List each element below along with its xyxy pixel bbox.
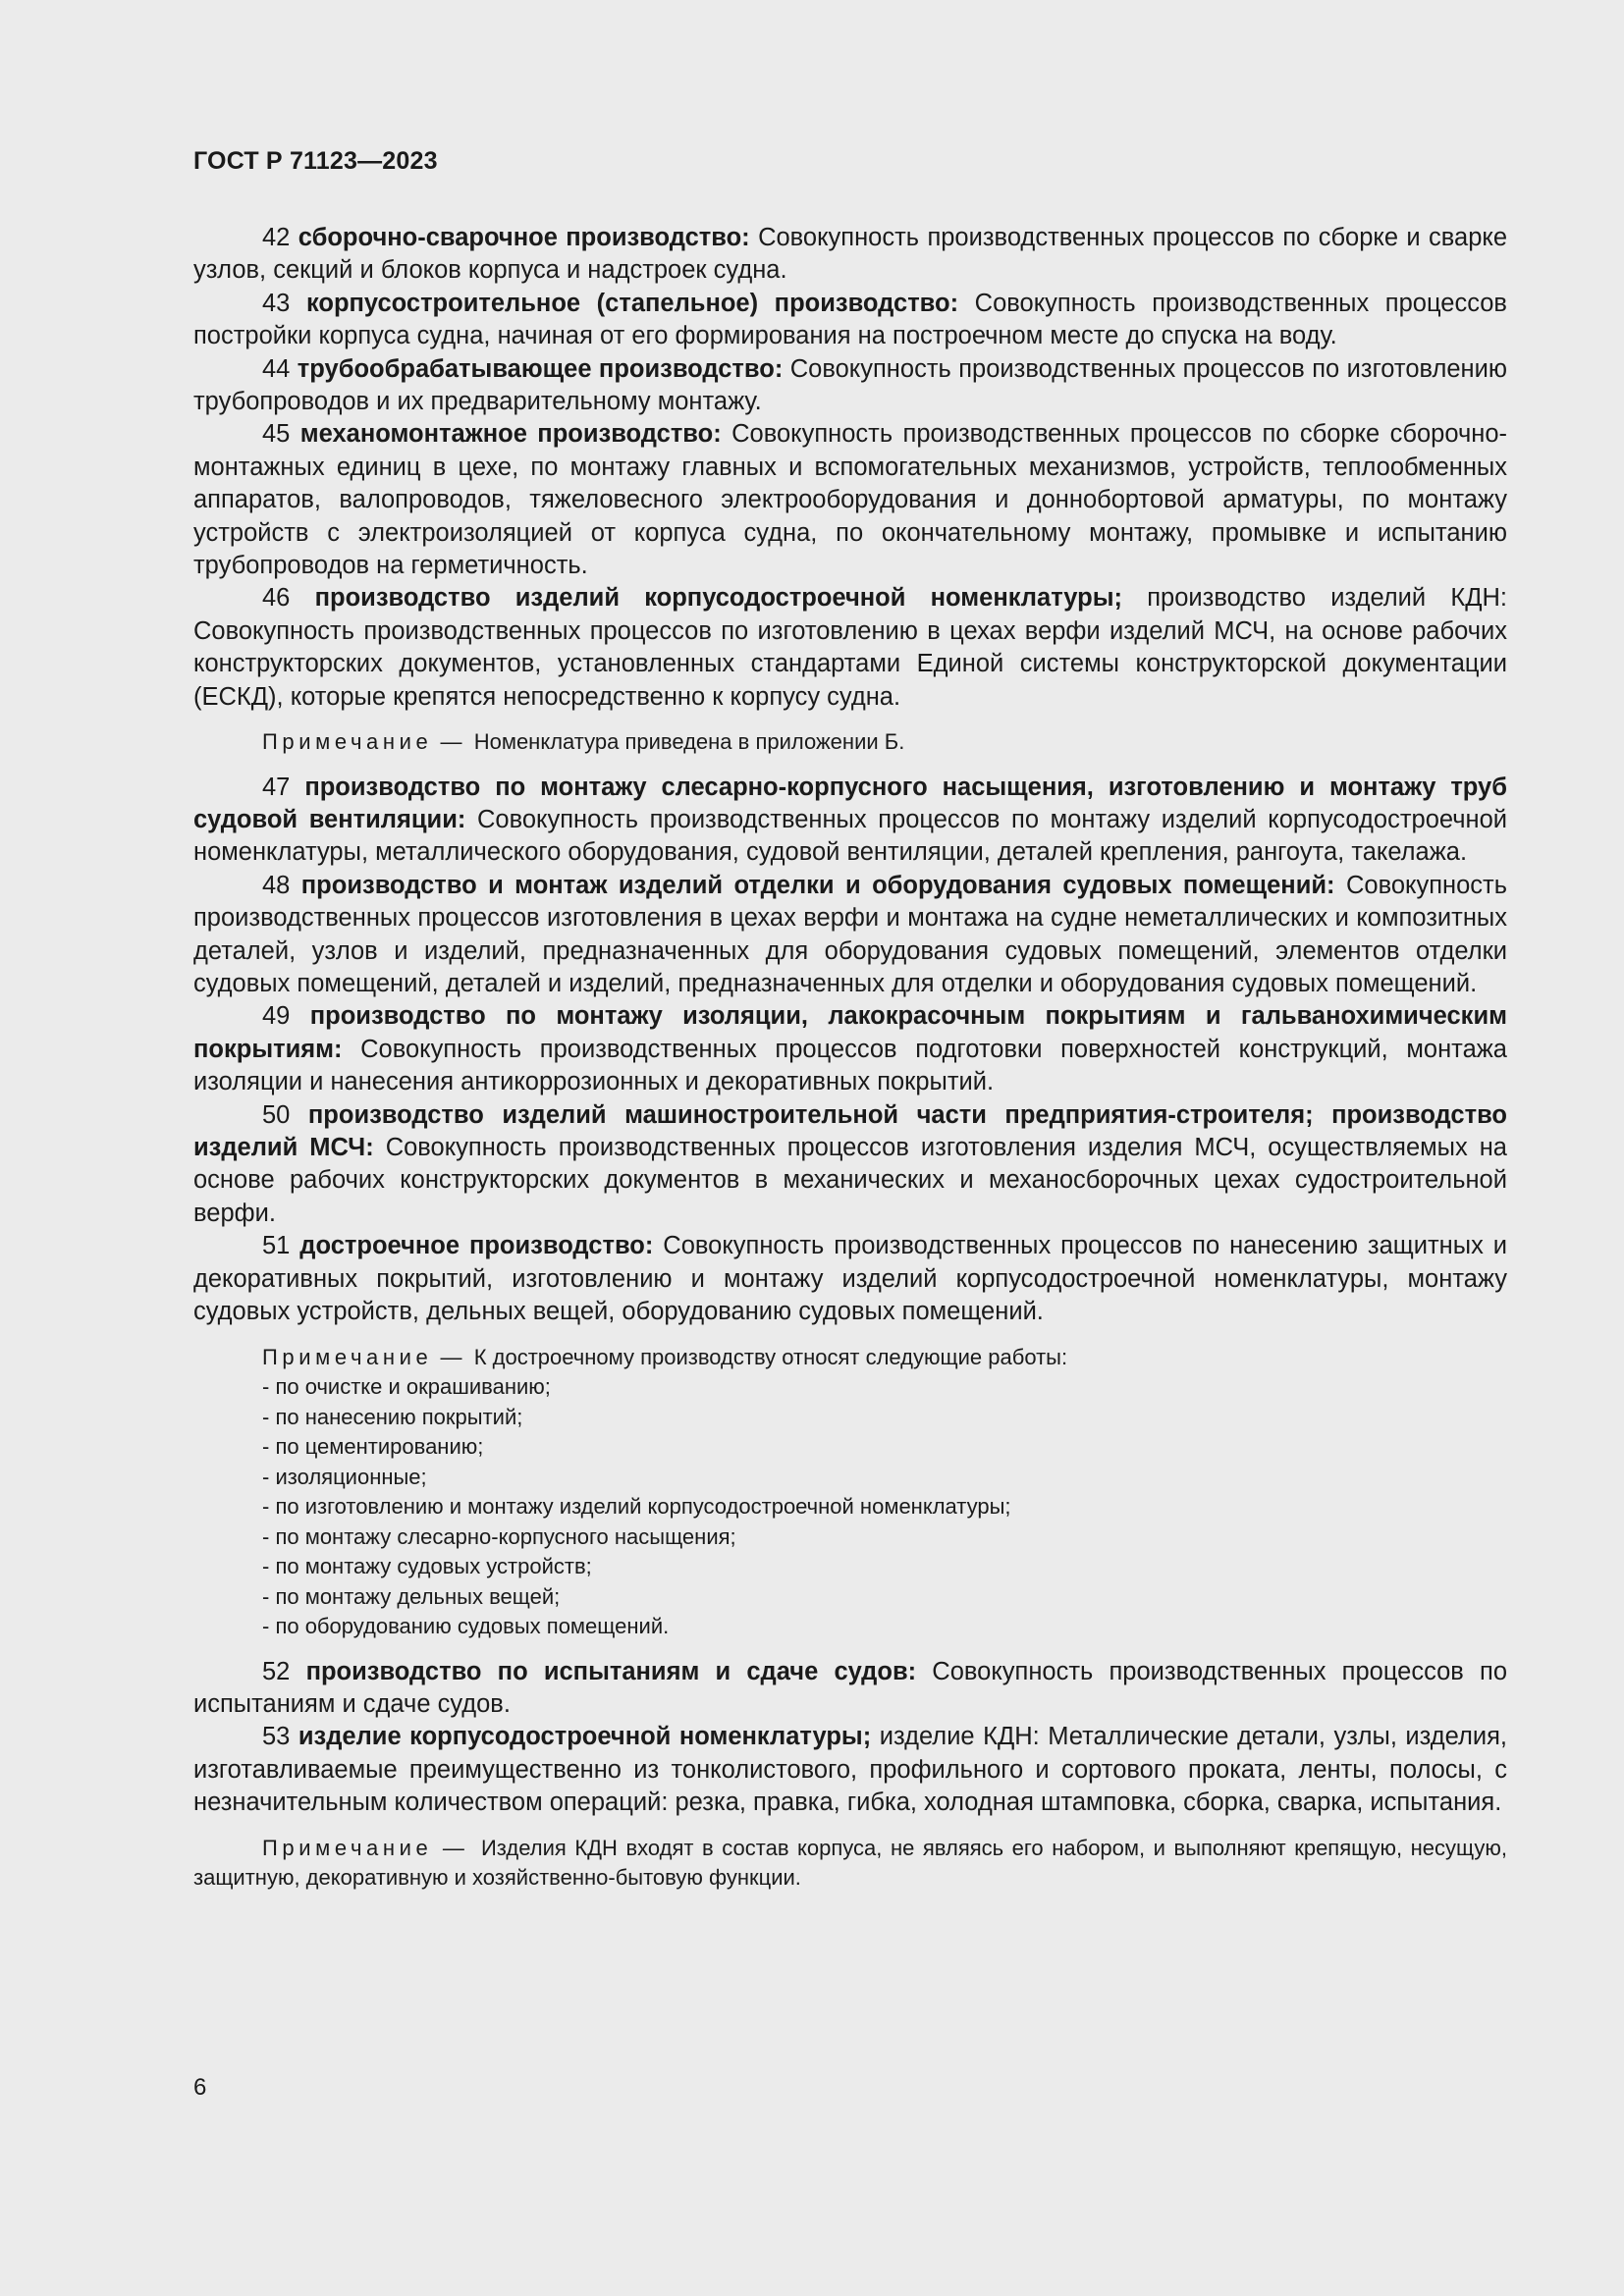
term-48: 48 производство и монтаж изделий отделки и оборудования судовых помещений: Совокупность производственных процессов изготовления в цехах верфи и монтажа на судне неметаллических и композитных деталей, узлов и изделий, предназначенных для оборудования судовых помещений, элементов отделки судовых помещений, деталей и изделий, предназначенных для отделки и оборудования судовых помещений.: [193, 871, 1507, 998]
note-label: Примечание: [262, 1835, 433, 1860]
term-53: 53 изделие корпусодостроечной номенклатуры; изделие КДН: Металлические детали, узлы, изделия, изготавливаемые преимущественно из тонколистового, профильного и сортового проката, ленты, полосы, с незначительным количеством операций: резка, правка, гибка, холодная штамповка, сборка, сварка, испытания.: [193, 1723, 1508, 1817]
list-item: - по изготовлению и монтажу изделий корпусодостроечной номенклатуры;: [262, 1494, 1011, 1519]
list-item: - по монтажу слесарно-корпусного насыщения;: [262, 1523, 736, 1549]
note-after-53: Примечание — Изделия КДН входят в состав корпуса, не являясь его набором, и выполняют крепящую, несущую, защитную, декоративную и хозяйственно-бытовую функции.: [193, 1835, 1507, 1891]
page-number: 6: [193, 2074, 207, 2101]
document-body: [193, 222, 1507, 1894]
list-item: - по цементированию;: [262, 1434, 484, 1459]
term-46: 46 производство изделий корпусодостроечной номенклатуры; производство изделий КДН: Совокупность производственных процессов по изготовлению в цехах верфи изделий МСЧ, на основе рабочих конструкторских документов, установленных стандартами Единой системы конструкторской документации (ЕСКД), которые крепятся непосредственно к корпусу судна.: [193, 584, 1507, 711]
term-42: 42 сборочно-сварочное производство: Совокупность производственных процессов по сборке и сварке узлов, секций и блоков корпуса и надстроек судна.: [193, 224, 1508, 285]
term-43: 43 корпусостроительное (стапельное) производство: Совокупность производственных процессов постройки корпуса судна, начиная от его формирования на построечном месте до спуска на воду.: [193, 289, 1507, 350]
list-item: - по очистке и окрашиванию;: [262, 1374, 551, 1399]
term-50: 50 производство изделий машиностроительной части предприятия-строителя; производство изделий МСЧ: Совокупность производственных процессов изготовления изделия МСЧ, осуществляемых на основе рабочих конструкторских документов в механических и механосборочных цехах судостроительной верфи.: [193, 1100, 1507, 1227]
note-label: Примечание: [262, 1344, 433, 1369]
term-52: 52 производство по испытаниям и сдаче судов: Совокупность производственных процессов по испытаниям и сдаче судов.: [193, 1657, 1508, 1718]
list-item: - по оборудованию судовых помещений.: [262, 1614, 670, 1638]
term-49: 49 производство по монтажу изоляции, лакокрасочным покрытиям и гальванохимическим покрытиям: Совокупность производственных процессов подготовки поверхностей конструкций, монтажа изоляции и нанесения антикоррозионных и декоративных покрытий.: [193, 1002, 1507, 1096]
note-after-51: Примечание — К достроечному производству относят следующие работы:: [262, 1344, 1068, 1369]
term-44: 44 трубообрабатывающее производство: Совокупность производственных процессов по изготовлению трубопроводов и их предварительному монтажу.: [193, 354, 1507, 416]
term-51: 51 достроечное производство: Совокупность производственных процессов по нанесению защитных и декоративных покрытий, изготовлению и монтажу изделий корпусодостроечной номенклатуры, монтажу судовых устройств, дельных вещей, оборудованию судовых помещений.: [193, 1232, 1507, 1326]
list-item: - по монтажу судовых устройств;: [262, 1554, 592, 1578]
note-list: [193, 1372, 1507, 1642]
term-45: 45 механомонтажное производство: Совокупность производственных процессов по сборке сборочно-монтажных единиц в цехе, по монтажу главных и вспомогательных механизмов, устройств, теплообменных аппаратов, валопроводов, тяжеловесного электрооборудования и доннобортовой арматуры, по монтажу устройств с электроизоляцией от корпуса судна, по окончательному монтажу, промывке и испытанию трубопроводов на герметичность.: [193, 420, 1507, 580]
list-item: - изоляционные;: [262, 1464, 427, 1489]
term-47: 47 производство по монтажу слесарно-корпусного насыщения, изготовлению и монтажу труб судовой вентиляции: Совокупность производственных процессов по монтажу изделий корпусодостроечной номенклатуры, металлического оборудования, судовой вентиляции, деталей крепления, рангоута, такелажа.: [193, 773, 1507, 867]
document-header: ГОСТ Р 71123—2023: [193, 147, 438, 175]
list-item: - по нанесению покрытий;: [262, 1404, 523, 1429]
note-after-46: Примечание — Номенклатура приведена в приложении Б.: [262, 729, 905, 755]
list-item: - по монтажу дельных вещей;: [262, 1583, 561, 1609]
note-label: Примечание: [262, 729, 433, 755]
